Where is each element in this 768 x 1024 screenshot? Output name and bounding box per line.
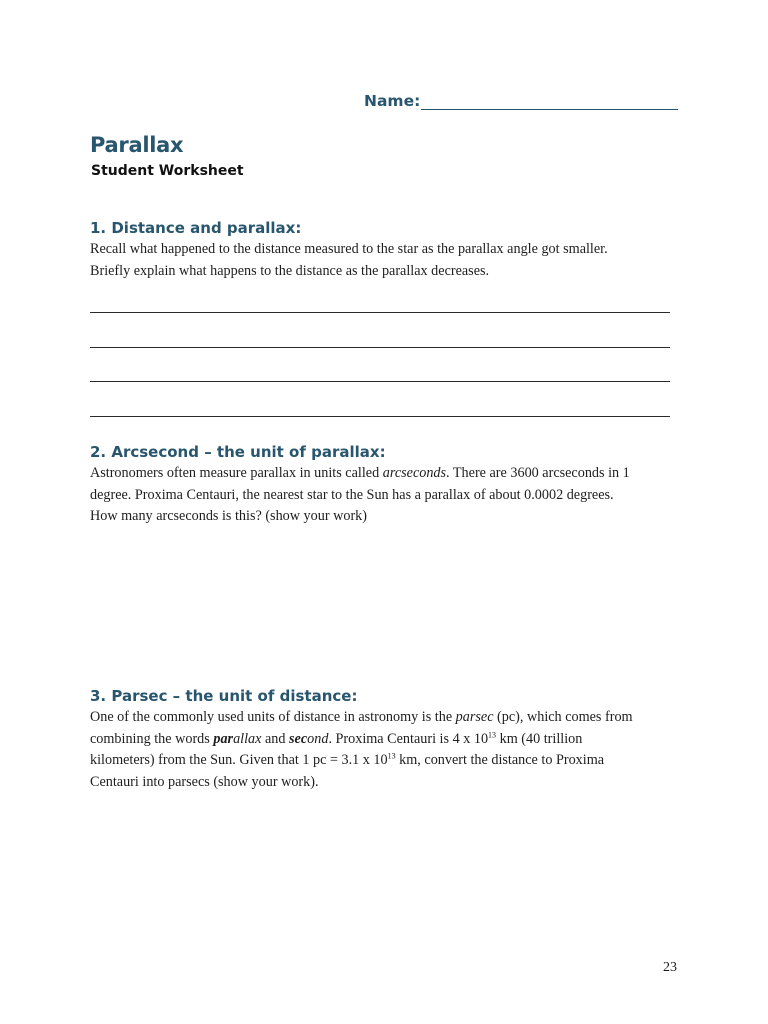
- term-par-bold: par: [213, 730, 234, 747]
- section-3-line-1-end: (pc), which comes from: [493, 709, 633, 725]
- section-3-work-area[interactable]: [90, 800, 680, 940]
- section-3-line-4: Centauri into parsecs (show your work).: [90, 773, 319, 790]
- name-blank-line[interactable]: [421, 95, 678, 110]
- section-3-text: [90, 707, 680, 793]
- term-allax: allax: [233, 730, 262, 747]
- section-3-line-1-start: One of the commonly used units of distance in astronomy is the: [90, 709, 456, 725]
- section-2-text: [90, 463, 680, 528]
- answer-line-3[interactable]: [90, 381, 670, 382]
- section-3-line-2-end: km (40 trillion: [496, 730, 583, 747]
- name-label: Name:: [364, 92, 421, 110]
- section-1-text: [90, 239, 680, 282]
- section-2-heading: 2. Arcsecond – the unit of parallax:: [90, 443, 386, 461]
- section-3-line-2-start: combining the words: [90, 730, 214, 747]
- section-3-heading: 3. Parsec – the unit of distance:: [90, 687, 358, 705]
- page-number: 23: [663, 960, 677, 975]
- page-subtitle: Student Worksheet: [91, 163, 244, 179]
- section-2-line-1-end: . There are 3600 arcseconds in 1: [446, 465, 630, 481]
- term-sec-bold: sec: [289, 730, 308, 747]
- section-1-line-1: Recall what happened to the distance measured to the star as the parallax angle got smaller.: [90, 241, 608, 257]
- section-2-line-3: How many arcseconds is this? (show your work): [90, 508, 367, 524]
- term-parsec: parsec: [455, 709, 494, 725]
- term-arcseconds: arcseconds: [382, 465, 447, 481]
- section-3-and: and: [261, 730, 290, 747]
- exponent-1: 13: [488, 729, 497, 739]
- term-ond: ond: [307, 730, 329, 747]
- section-2-work-area[interactable]: [90, 530, 680, 680]
- section-1-heading: 1. Distance and parallax:: [90, 219, 302, 237]
- section-1-line-2: Briefly explain what happens to the distance as the parallax decreases.: [90, 262, 490, 279]
- section-3-line-3-end: km, convert the distance to Proxima: [395, 752, 605, 768]
- answer-line-1[interactable]: [90, 312, 670, 313]
- answer-line-2[interactable]: [90, 347, 670, 348]
- section-2-line-2: degree. Proxima Centauri, the nearest star to the Sun has a parallax of about 0.0002 degrees.: [90, 486, 614, 503]
- exponent-2: 13: [387, 751, 396, 761]
- answer-line-4[interactable]: [90, 416, 670, 417]
- section-2-line-1-start: Astronomers often measure parallax in units called: [90, 465, 383, 481]
- section-3-line-3-start: kilometers) from the Sun. Given that 1 pc = 3.1 x 10: [90, 752, 388, 768]
- name-field[interactable]: [364, 92, 678, 110]
- page-title: Parallax: [90, 133, 184, 157]
- section-3-line-2-mid: . Proxima Centauri is 4 x 10: [328, 730, 489, 747]
